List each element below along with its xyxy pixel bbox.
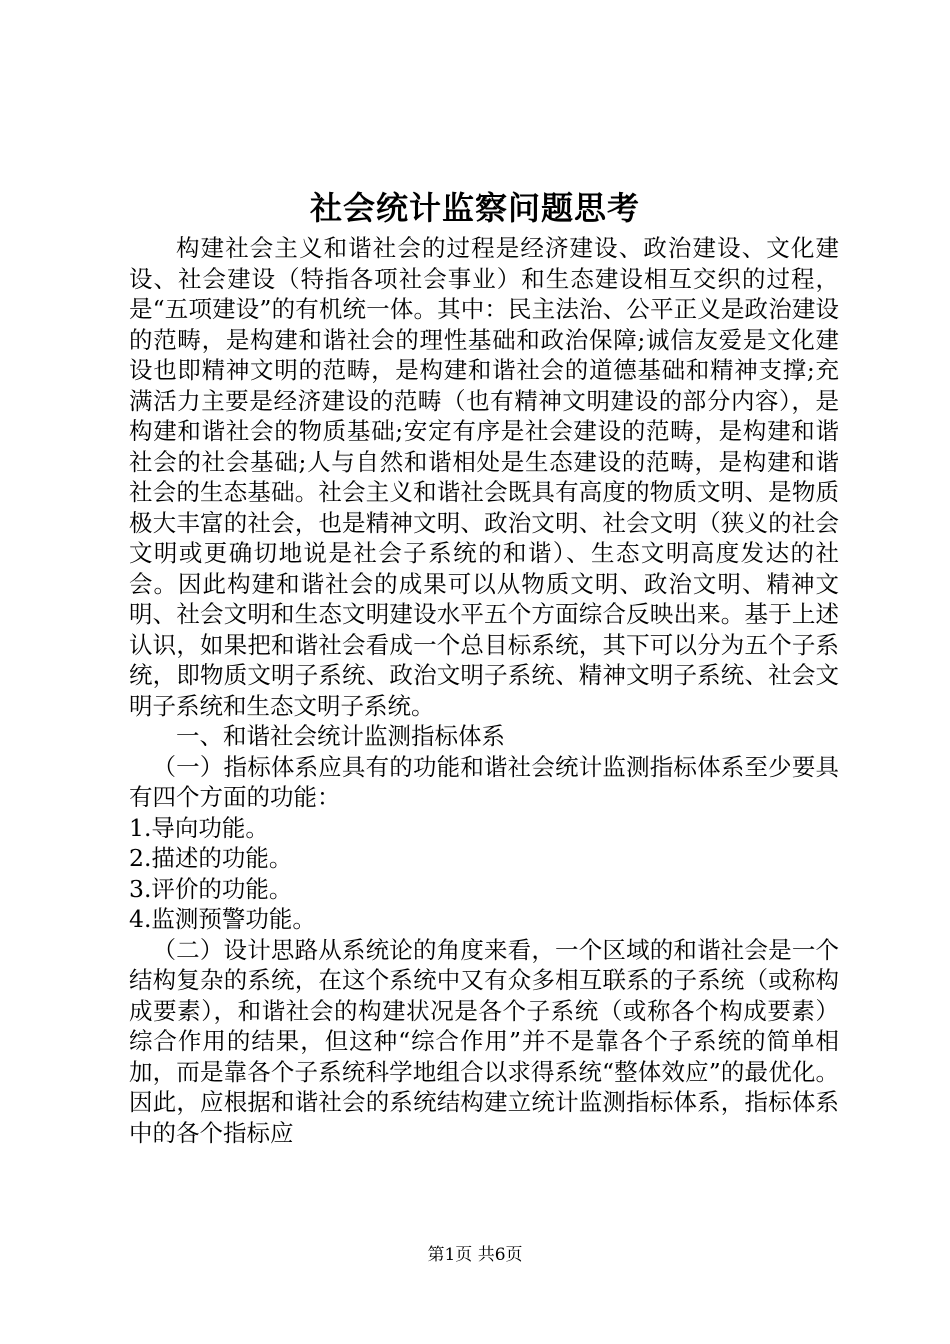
paragraph-intro: 构建社会主义和谐社会的过程是经济建设、政治建设、文化建设、社会建设（特指各项社会事业）和生态建设相互交织的过程，是“五项建设”的有机统一体。其中：民主法治、公平正义是政治建设的范畴，是构建和谐社会的理性基础和政治保障;诚信友爱是文化建设也即精神文明的范畴，是构建和谐社会的道德基础和精神支撑;充满活力主要是经济建设的范畴（也有精神文明建设的部分内容），是构建和谐社会的物质基础;安定有序是社会建设的范畴，是构建和谐社会的社会基础;人与自然和谐相处是生态建设的范畴，是构建和谐社会的生态基础。社会主义和谐社会既具有高度的物质文明、是物质极大丰富的社会，也是精神文明、政治文明、社会文明（狭义的社会文明或更确切地说是社会子系统的和谐）、生态文明高度发达的社会。因此构建和谐社会的成果可以从物质文明、政治文明、精神文明、社会文明和生态文明建设水平五个方面综合反映出来。基于上述认识，如果把和谐社会看成一个总目标系统，其下可以分为五个子系统，即物质文明子系统、政治文明子系统、精神文明子系统、社会文明子系统和生态文明子系统。 — [129, 234, 839, 720]
document-title: 社会统计监察问题思考 — [309, 189, 640, 227]
page-footer: 第1页 共6页 — [427, 1245, 523, 1265]
list-item: 4.监测预警功能。 — [129, 905, 316, 933]
list-item: 3.评价的功能。 — [129, 874, 293, 903]
section-heading: 一、和谐社会统计监测指标体系 — [176, 722, 505, 750]
document-body — [129, 233, 839, 1148]
list-item: 2.描述的功能。 — [129, 844, 293, 872]
list-item: 1.导向功能。 — [129, 813, 269, 842]
subsection-design: （二）设计思路从系统论的角度来看，一个区域的和谐社会是一个结构复杂的系统，在这个系统中又有众多相互联系的子系统（或称构成要素），和谐社会的构建状况是各个子系统（或称各个构成要素）综合作用的结果，但这种“综合作用”并不是靠各个子系统的简单相加，而是靠各个子系统科学地组合以求得系统“整体效应”的最优化。因此，应根据和谐社会的系统结构建立统计监测指标体系，指标体系中的各个指标应 — [129, 935, 839, 1147]
subsection-functions: （一）指标体系应具有的功能和谐社会统计监测指标体系至少要具有四个方面的功能： — [129, 752, 839, 811]
